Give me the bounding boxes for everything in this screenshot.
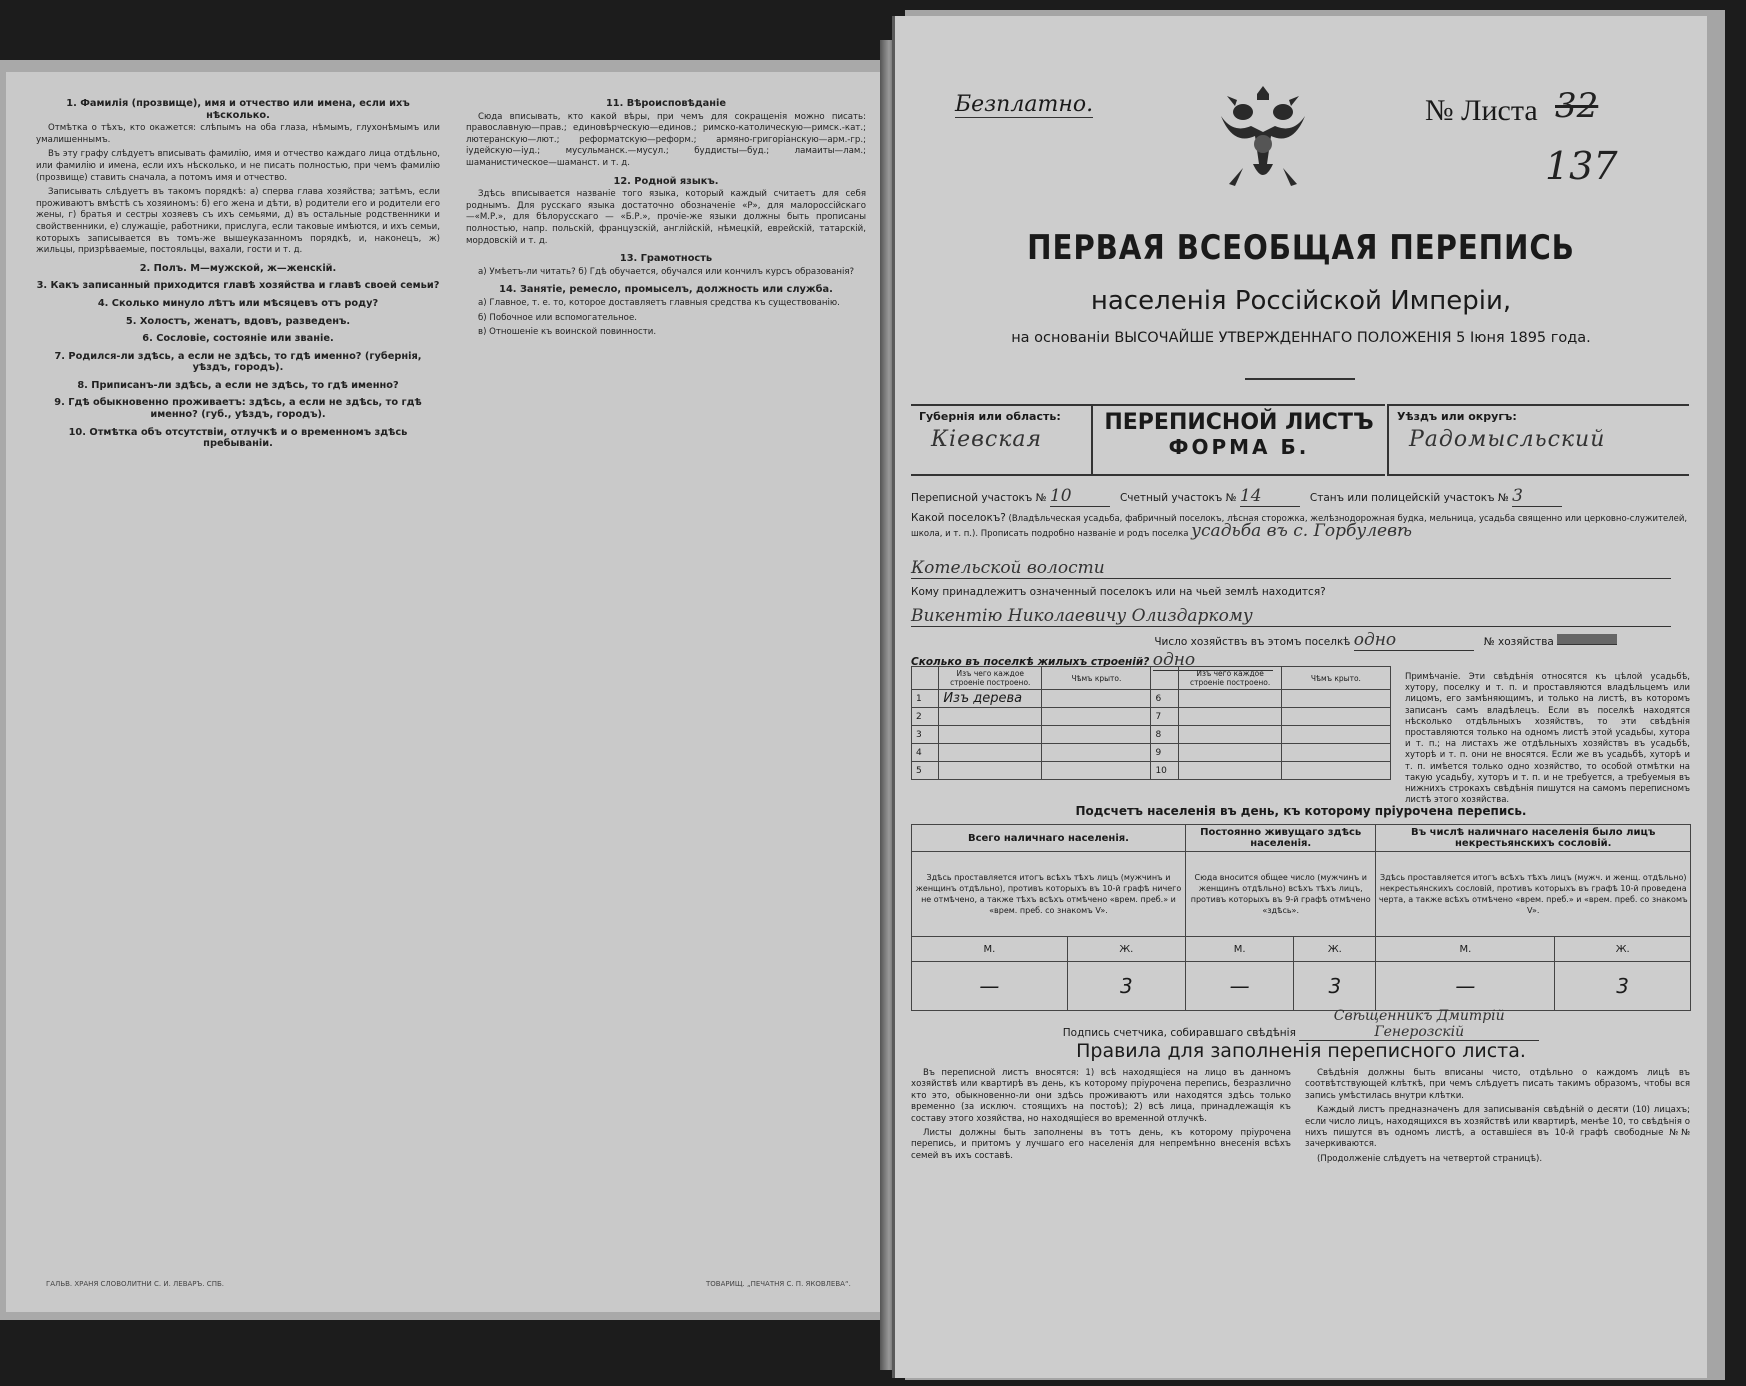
building-cell [1281, 690, 1390, 708]
building-cell [1281, 726, 1390, 744]
county-label: Уѣздъ или округъ: [1397, 410, 1517, 423]
building-number: 10 [1151, 762, 1179, 780]
settlement-value: усадьба въ с. Горбулевѣ [1191, 521, 1412, 541]
form-title: ПЕРЕПИСНОЙ ЛИСТЪ [1104, 410, 1374, 435]
district-value: 10 [1050, 486, 1110, 507]
left-a-paragraph: Записывать слѣдуетъ въ такомъ порядкѣ: а) сперва глава хозяйства; затѣмъ, если проживаютъ вмѣстѣ съ хозяиномъ: б) его жена и дѣти, в) родители его и родители его жены, г) братья и сестры хозяевъ съ ихъ семьями, д) въ остальные родственники и свойственники, е) служащіе, работники, прислуга, если таковые имѣются, и ихъ семьи, которыхъ записывается въ томъ-же вышеуказанномъ порядкѣ, и, наконецъ, ж) жильцы, призрѣваемые, постояльцы, вахали, гости и т. д. [36, 187, 440, 256]
left-a-heading: 7. Родился-ли здѣсь, а если не здѣсь, то гдѣ именно? (губернія, уѣздъ, городъ). [54, 350, 422, 374]
owner-line [911, 586, 1691, 598]
police-value: 3 [1512, 486, 1562, 507]
buildings-row [912, 708, 1391, 726]
count-f-3: Ж. [1555, 937, 1691, 962]
building-cell [1179, 708, 1281, 726]
province-label: Губернія или область: [919, 410, 1061, 423]
sheet-number-handwritten: 137 [1545, 144, 1618, 188]
rules-b-paragraph: Свѣдѣнія должны быть вписаны чисто, отдѣльно о каждомъ лицѣ въ соотвѣтствующей клѣткѣ, при чемъ слѣдуетъ писать такимъ образомъ, чтобы вся запись умѣстилась внутри клѣтки. [1305, 1068, 1690, 1101]
settlement-line [911, 512, 1691, 540]
building-number: 9 [1151, 744, 1179, 762]
building-cell [1281, 708, 1390, 726]
left-a-heading: 9. Гдѣ обыкновенно проживаетъ: здѣсь, а если не здѣсь, то гдѣ именно? (губ., уѣздъ, городъ). [54, 397, 422, 421]
title-divider [1245, 378, 1355, 380]
left-b-heading: 13. Грамотность [619, 253, 713, 265]
left-b-paragraph: б) Побочное или вспомогательное. [478, 312, 637, 323]
rules-b-paragraph: (Продолженіе слѣдуетъ на четвертой страницѣ). [1317, 1153, 1543, 1164]
left-footer-a: ГАЛЬВ. ХРАНЯ СЛОВОЛИТНИ С. И. ЛЕВАРЪ. СПБ. [46, 1280, 224, 1288]
building-cell [1179, 762, 1281, 780]
census-title: ПЕРВАЯ ВСЕОБЩАЯ ПЕРЕПИСЬ [1027, 228, 1575, 268]
count-m-1: М. [912, 937, 1068, 962]
building-cell [1042, 726, 1151, 744]
buildings-value: одно [1153, 650, 1273, 671]
left-b-heading: 14. Занятіе, ремесло, промыселъ, должность или служба. [499, 284, 833, 296]
rules-b-paragraph: Каждый листъ предназначенъ для записыванія свѣдѣній о десяти (10) лицахъ; если число лицъ, находящихся въ хозяйствѣ или квартирѣ, менѣе 10, то свѣдѣнія о нихъ пишутся въ одномъ листѣ, а оставшіеся въ 10-й графѣ свободные №№ зачеркиваются. [1305, 1105, 1690, 1150]
building-cell [1179, 726, 1281, 744]
building-cell [939, 762, 1042, 780]
owner-line-2 [911, 606, 1691, 627]
building-number: 7 [1151, 708, 1179, 726]
left-a-heading: 6. Сословіе, состояніе или званіе. [142, 333, 334, 345]
building-cell [1281, 762, 1390, 780]
owner-value: Викентію Николаевичу Олиздаркому [911, 606, 1671, 627]
building-cell [1042, 708, 1151, 726]
left-a-heading: 5. Холостъ, женатъ, вдовъ, разведенъ. [125, 315, 351, 327]
building-number: 1 [912, 690, 939, 708]
count-m-3: М. [1376, 937, 1555, 962]
building-number: 4 [912, 744, 939, 762]
buildings-row [912, 744, 1391, 762]
count-col-nonpeasant: Въ числѣ наличнаго населенія было лицъ некрестьянскихъ сословій. [1376, 825, 1691, 852]
count-value: 3 [1067, 962, 1185, 1011]
count-desc-total: Здѣсь проставляется итогъ всѣхъ тѣхъ лицъ (мужчинъ и женщинъ отдѣльно), противъ которыхъ въ 10-й графѣ ничего не отмѣчено, а также тѣхъ всѣхъ отмѣчено «врем. преб.» и «врем. преб. со знакомъ V». [912, 852, 1186, 937]
building-cell [939, 726, 1042, 744]
settlement-value-2: Котельской волости [911, 558, 1671, 579]
province-box [911, 404, 1093, 476]
left-b-paragraph: в) Отношеніе къ воинской повинности. [478, 327, 657, 338]
left-a-heading: 4. Сколько минуло лѣтъ или мѣсяцевъ отъ роду? [97, 297, 379, 309]
left-a-heading: 3. Какъ записанный приходится главѣ хозяйства и главѣ своей семьи? [36, 280, 440, 292]
count-value: — [1376, 962, 1555, 1011]
form-title-box [1093, 404, 1385, 476]
count-col-resident: Постоянно живущаго здѣсь населенія. [1185, 825, 1376, 852]
building-cell [1042, 762, 1151, 780]
left-b-heading: 12. Родной языкъ. [613, 175, 719, 187]
left-column-a [36, 92, 440, 452]
free-label: Безплатно. [955, 92, 1094, 117]
double-headed-eagle-icon [1213, 76, 1313, 196]
left-b-paragraph: а) Главное, т. е. то, которое доставляетъ главныя средства къ существованію. [478, 297, 840, 308]
settlement-line-2 [911, 558, 1691, 579]
county-box [1387, 404, 1689, 476]
rules-a-paragraph: Листы должны быть заполнены въ тотъ день, къ которому пріурочена перепись, и притомъ у лучшаго его населенія для непремѣнно внесенія всѣхъ семей въ ихъ составѣ. [911, 1128, 1291, 1161]
district-line [911, 486, 1691, 507]
count-desc-resident: Сюда вносится общее число (мужчинъ и женщинъ отдѣльно) всѣхъ тѣхъ лицъ, противъ которыхъ въ 9-й графѣ отмѣчено «здѣсь». [1185, 852, 1376, 937]
buildings-row [912, 726, 1391, 744]
left-a-heading: 1. Фамилія (прозвище), имя и отчество или имена, если ихъ нѣсколько. [66, 98, 410, 121]
settlement-label: Какой поселокъ? [911, 512, 1006, 524]
buildings-note: Примѣчаніе. Эти свѣдѣнія относятся къ цѣлой усадьбѣ, хутору, поселку и т. п. и проставляются владѣльцемъ или лицомъ, его замѣняющимъ, и только на листѣ, въ которомъ записанъ самъ владѣлецъ. Если въ поселкѣ находятся нѣсколько отдѣльныхъ хозяйствъ, то эти свѣдѣнія проставляются только на одномъ листѣ этой усадьбы, хутора и т. п.; на листахъ же отдѣльныхъ хозяйствъ въ усадьбѣ, хуторѣ и т. п. они не вносятся. Если же въ усадьбѣ, хуторѣ и т. п. имѣется только одно хозяйство, то особой отмѣтки на такую усадьбу, хуторъ и т. п. и не требуется, а требуемыя въ нижнихъ строкахъ свѣдѣнія пишутся на самомъ переписномъ листѣ этого хозяйства. [1405, 672, 1690, 806]
building-number: 3 [912, 726, 939, 744]
count-col-total: Всего наличнаго населенія. [912, 825, 1186, 852]
district-label: Переписной участокъ № [911, 492, 1047, 504]
population-count-table [911, 824, 1691, 1011]
bld-head-material-2: Изъ чего каждое строеніе построено. [1179, 667, 1281, 690]
count-m-2: М. [1185, 937, 1293, 962]
buildings-label: Сколько въ поселкѣ жилыхъ строеній? [911, 656, 1150, 668]
rules-column-b [1305, 1068, 1690, 1168]
count-area-label: Счетный участокъ № [1119, 492, 1237, 504]
signature-value: Свѣщенникъ Дмитрій Генерозскій [1299, 1008, 1539, 1041]
buildings-row [912, 690, 1391, 708]
owner-label: Кому принадлежитъ означенный поселокъ или на чьей землѣ находится? [911, 586, 1326, 598]
sheet-number-label: № Листа [1425, 94, 1538, 127]
left-a-heading: 10. Отмѣтка объ отсутствіи, отлучкѣ и о временномъ здѣсь пребываніи. [68, 426, 408, 450]
county-value: Радомысльский [1409, 427, 1606, 452]
household-no-label: № хозяйства [1483, 636, 1554, 648]
count-f-1: Ж. [1067, 937, 1185, 962]
count-f-2: Ж. [1294, 937, 1376, 962]
bld-head-roof-2: Чѣмъ крыто. [1281, 667, 1390, 690]
rules-title: Правила для заполненія переписного листа. [1076, 1040, 1526, 1062]
count-desc-nonpeasant: Здѣсь проставляется итогъ всѣхъ тѣхъ лицъ (мужч. и женщ. отдѣльно) некрестьянскихъ сословій, противъ которыхъ въ графѣ 10-й проведена черта, а также всѣхъ отмѣчено «врем. преб.» и «врем. преб. со знакомъ V». [1376, 852, 1691, 937]
left-b-paragraph: а) Умѣетъ-ли читать? б) Гдѣ обучается, обучался или кончилъ курсъ образованія? [478, 266, 855, 277]
building-cell [1042, 744, 1151, 762]
police-label: Станъ или полицейскій участокъ № [1309, 492, 1509, 504]
left-b-heading: 11. Вѣроисповѣданіе [605, 98, 727, 109]
settlement-hint: (Владѣльческая усадьба, фабричный поселокъ, лѣсная сторожка, желѣзнодорожная будка, мельница, усадьба священно или церковно-служителей, школа, и т. п.). Прописать подробно названіе и родъ поселка [911, 514, 1688, 539]
census-subtitle: населенія Россійской Имперіи, [1090, 286, 1512, 316]
sheet-number-struck: 32 [1555, 86, 1599, 126]
building-cell [1042, 690, 1151, 708]
rules-column-a [911, 1068, 1291, 1165]
population-count-title: Подсчетъ населенія въ день, къ которому пріурочена перепись. [1075, 804, 1527, 818]
right-page [892, 16, 1707, 1378]
building-number: 5 [912, 762, 939, 780]
building-cell [1179, 690, 1281, 708]
households-label: Число хозяйствъ въ этомъ поселкѣ [1154, 636, 1351, 648]
province-value: Кіевская [931, 427, 1043, 452]
left-b-paragraph: Здѣсь вписывается названіе того языка, который каждый считаетъ для себя роднымъ. Для русскаго языка достаточно обозначеніе «Р», для малороссійскаго—«М.Р.», для бѣлорусскаго — «Б.Р.», прочіе-же языки должны быть прописаны полностью, напр. польскій, французскій, англійскій, нѣмецкій, еврейскій, татарскій, мордовскій и т. д. [466, 189, 866, 246]
count-value: 3 [1555, 962, 1691, 1011]
left-column-b [466, 92, 866, 342]
enumerator-signature-line [895, 1008, 1707, 1041]
building-cell [939, 744, 1042, 762]
households-line [911, 630, 1691, 651]
buildings-table [911, 666, 1391, 780]
form-header [911, 404, 1691, 472]
building-cell [1179, 744, 1281, 762]
households-value: одно [1354, 630, 1474, 651]
left-page [6, 72, 888, 1312]
left-footer-b: ТОВАРИЩ. „ПЕЧАТНЯ С. П. ЯКОВЛЕВА“. [706, 1280, 851, 1288]
building-number: 2 [912, 708, 939, 726]
building-cell [939, 708, 1042, 726]
bld-head-roof: Чѣмъ крыто. [1042, 667, 1151, 690]
household-no-redacted [1557, 634, 1617, 645]
rules-a-paragraph: Въ переписной листъ вносятся: 1) всѣ находящіеся на лицо въ данномъ хозяйствѣ или квартирѣ въ день, къ которому пріурочена перепись, безразлично кто это, обыкновенно-ли они здѣсь проживаютъ или находятся здѣсь только временно (за исключ. стоящихъ на постоѣ); 2) всѣ лица, принадлежащія къ составу этого хозяйства, но находящіеся во временной отлучкѣ. [911, 1068, 1291, 1124]
count-area-value: 14 [1240, 486, 1300, 507]
left-a-heading: 8. Приписанъ-ли здѣсь, а если не здѣсь, то гдѣ именно? [77, 379, 399, 391]
buildings-row [912, 762, 1391, 780]
count-value: 3 [1294, 962, 1376, 1011]
count-value: — [1185, 962, 1293, 1011]
signature-label: Подпись счетчика, собиравшаго свѣдѣнія [1062, 1027, 1296, 1039]
census-decree: на основаніи ВЫСОЧАЙШЕ УТВЕРЖДЕННАГО ПОЛОЖЕНІЯ 5 Іюня 1895 года. [1011, 330, 1591, 346]
left-a-paragraph: Въ эту графу слѣдуетъ вписывать фамилію, имя и отчество каждаго лица отдѣльно, или фамилію и имена, если ихъ нѣсколько, и не писать полностью, при чемъ фамилію (прозвище) ставить сначала, а потомъ имя и отчество. [36, 149, 440, 183]
left-b-paragraph: Сюда вписывать, кто какой вѣры, при чемъ для сокращенія можно писать: православную—прав.; единовѣрческую—единов.; римско-католическую—римск.-кат.; лютеранскую—лют.; реформатскую—реформ.; армяно-григоріанскую—арм.-гр.; іудейскую—іуд.; мусульманск.—мусул.; буддисты—буд.; ламаиты—лам.; шаманистическое—шаманст. и т. д. [466, 111, 866, 168]
left-a-paragraph: Отмѣтка о тѣхъ, кто окажется: слѣпымъ на оба глаза, нѣмымъ, глухонѣмымъ или умалишеннымъ. [36, 123, 440, 145]
building-number: 6 [1151, 690, 1179, 708]
bld-head-material: Изъ чего каждое строеніе построено. [939, 667, 1042, 690]
count-value: — [912, 962, 1068, 1011]
form-subtitle: ФОРМА Б. [1168, 435, 1310, 459]
building-number: 8 [1151, 726, 1179, 744]
left-a-heading: 2. Полъ. М—мужской, ж—женскій. [139, 262, 337, 274]
building-cell: Изъ дерева [939, 690, 1042, 708]
building-cell [1281, 744, 1390, 762]
